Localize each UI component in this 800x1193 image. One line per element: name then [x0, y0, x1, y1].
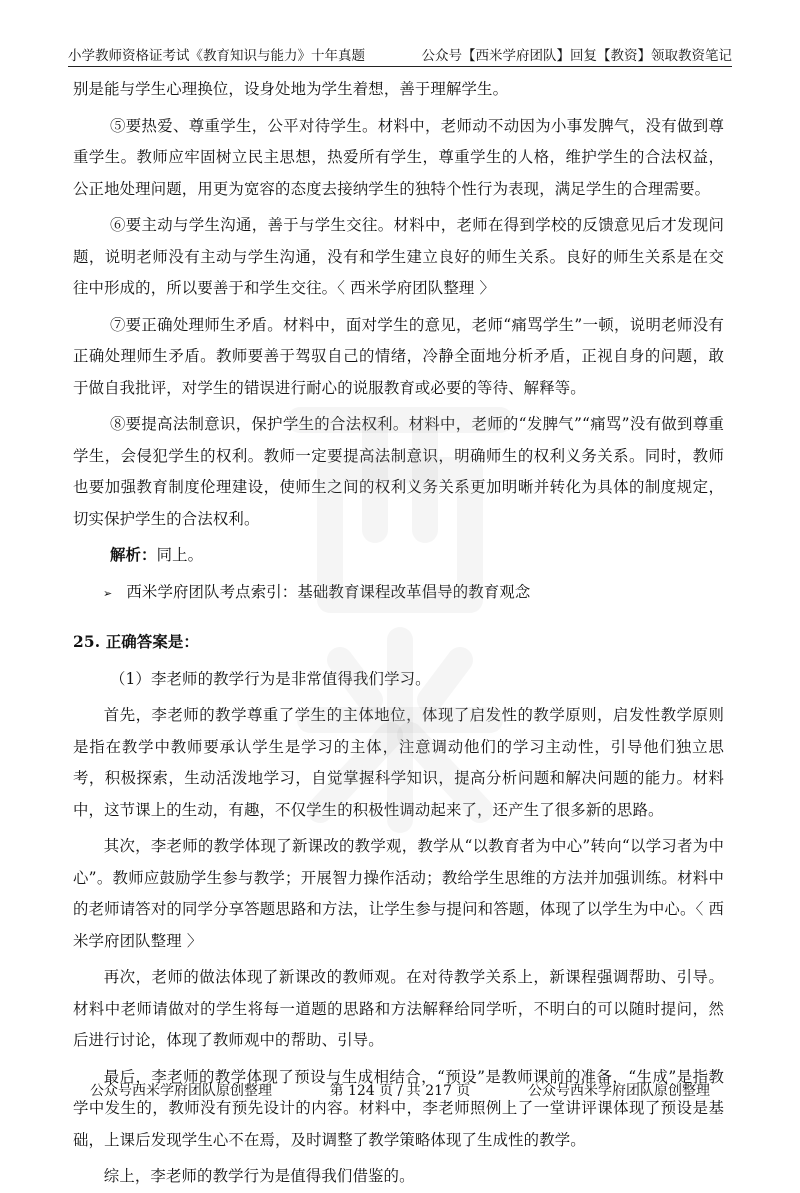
header-promo: 公众号【西米学府团队】回复【教资】领取教资笔记	[421, 48, 732, 64]
analysis-line	[73, 540, 724, 572]
index-line-text: 西米学府团队考点索引：基础教育课程改革倡导的教育观念	[126, 582, 531, 601]
analysis-label: 解析：	[109, 546, 157, 564]
footer-left: 公众号西米学府团队原创整理	[90, 1083, 272, 1099]
question-25-title: 25. 正确答案是：	[73, 633, 199, 651]
page-content	[73, 74, 724, 1193]
arrow-bullet-icon: ➢	[103, 586, 113, 600]
point-5-paragraph: ⑤要热爱、尊重学生，公平对待学生。材料中，老师动不动因为小事发脾气，没有做到尊重学生。教师应牢固树立民主思想，热爱所有学生，尊重学生的人格，维护学生的合法权益，公正地处理问题，用更为宽容的态度去接纳学生的独特个性行为表现，满足学生的合理需要。	[73, 116, 724, 198]
page-footer	[90, 1080, 710, 1104]
page-header	[68, 40, 732, 67]
answer-paragraph-third: 再次，老师的做法体现了新课改的教师观。在对待教学关系上，新课程强调帮助、引导。材料中老师请做对的学生将每一道题的思路和方法解释给同学听，不明白的可以随时提问，然后进行讨论，体现了教师观中的帮助、引导。	[73, 968, 724, 1049]
header-title: 小学教师资格证考试《教育知识与能力》十年真题	[68, 48, 365, 64]
question-25-subheading: （1）李老师的教学行为是非常值得我们学习。	[109, 669, 431, 688]
footer-right: 公众号西米学府团队原创整理	[528, 1083, 710, 1099]
paragraph-continued: 别是能与学生心理换位，设身处地为学生着想，善于理解学生。	[73, 80, 509, 98]
answer-paragraph-first: 首先，李老师的教学尊重了学生的主体地位，体现了启发性的教学原则，启发性教学原则是指在教学中教师要承认学生是学习的主体，注意调动他们的学习主动性，引导他们独立思考，积极探索，生动活泼地学习，自觉掌握科学知识，提高分析问题和解决问题的能力。材料中，这节课上的生动，有趣，不仅学生的积极性调动起来了，还产生了很多新的思路。	[73, 706, 724, 819]
page-number: 第 124 页 / 共 217 页	[329, 1083, 471, 1099]
point-8-paragraph: ⑧要提高法制意识，保护学生的合法权利。材料中，老师的“发脾气”“痛骂”没有做到尊重学生，会侵犯学生的权利。教师一定要提高法制意识，明确师生的权利义务关系。同时，教师也要加强教育制度伦理建设，使师生之间的权利义务关系更加明晰并转化为具体的制度规定，切实保护学生的合法权利。	[73, 415, 724, 528]
point-6-paragraph: ⑥要主动与学生沟通，善于与学生交往。材料中，老师在得到学校的反馈意见后才发现问题，说明老师没有主动与学生沟通，没有和学生建立良好的师生关系。良好的师生关系是在交往中形成的，所以要善于和学生交往。〈 西米学府团队整理 〉	[73, 216, 724, 297]
answer-paragraph-fourth: 最后，李老师的教学体现了预设与生成相结合，“预设”是教师课前的准备，“生成”是指教学中发生的，教师没有预先设计的内容。材料中，李老师照例上了一堂讲评课体现了预设是基础，上课后发现学生心不在焉，及时调整了教学策略体现了生成性的教学。	[73, 1067, 724, 1149]
analysis-text: 同上。	[156, 546, 204, 564]
answer-paragraph-second: 其次，李老师的教学体现了新课改的教学观，教学从“以教育者为中心”转向“以学习者为中心”。教师应鼓励学生参与教学；开展智力操作活动；教给学生思维的方法并加强训练。材料中的老师请答对的同学分享答题思路和方法，让学生参与提问和答题，体现了以学生为中心。〈 西米学府团队整理 〉	[73, 837, 724, 950]
index-line	[73, 577, 724, 610]
answer-paragraph-summary: 综上，李老师的教学行为是值得我们借鉴的。	[103, 1167, 415, 1185]
point-7-paragraph: ⑦要正确处理师生矛盾。材料中，面对学生的意见，老师“痛骂学生”一顿，说明老师没有正确处理师生矛盾。教师要善于驾驭自己的情绪，冷静全面地分析矛盾，正视自身的问题，敢于做自我批评，对学生的错误进行耐心的说服教育或必要的等待、解释等。	[73, 315, 724, 397]
